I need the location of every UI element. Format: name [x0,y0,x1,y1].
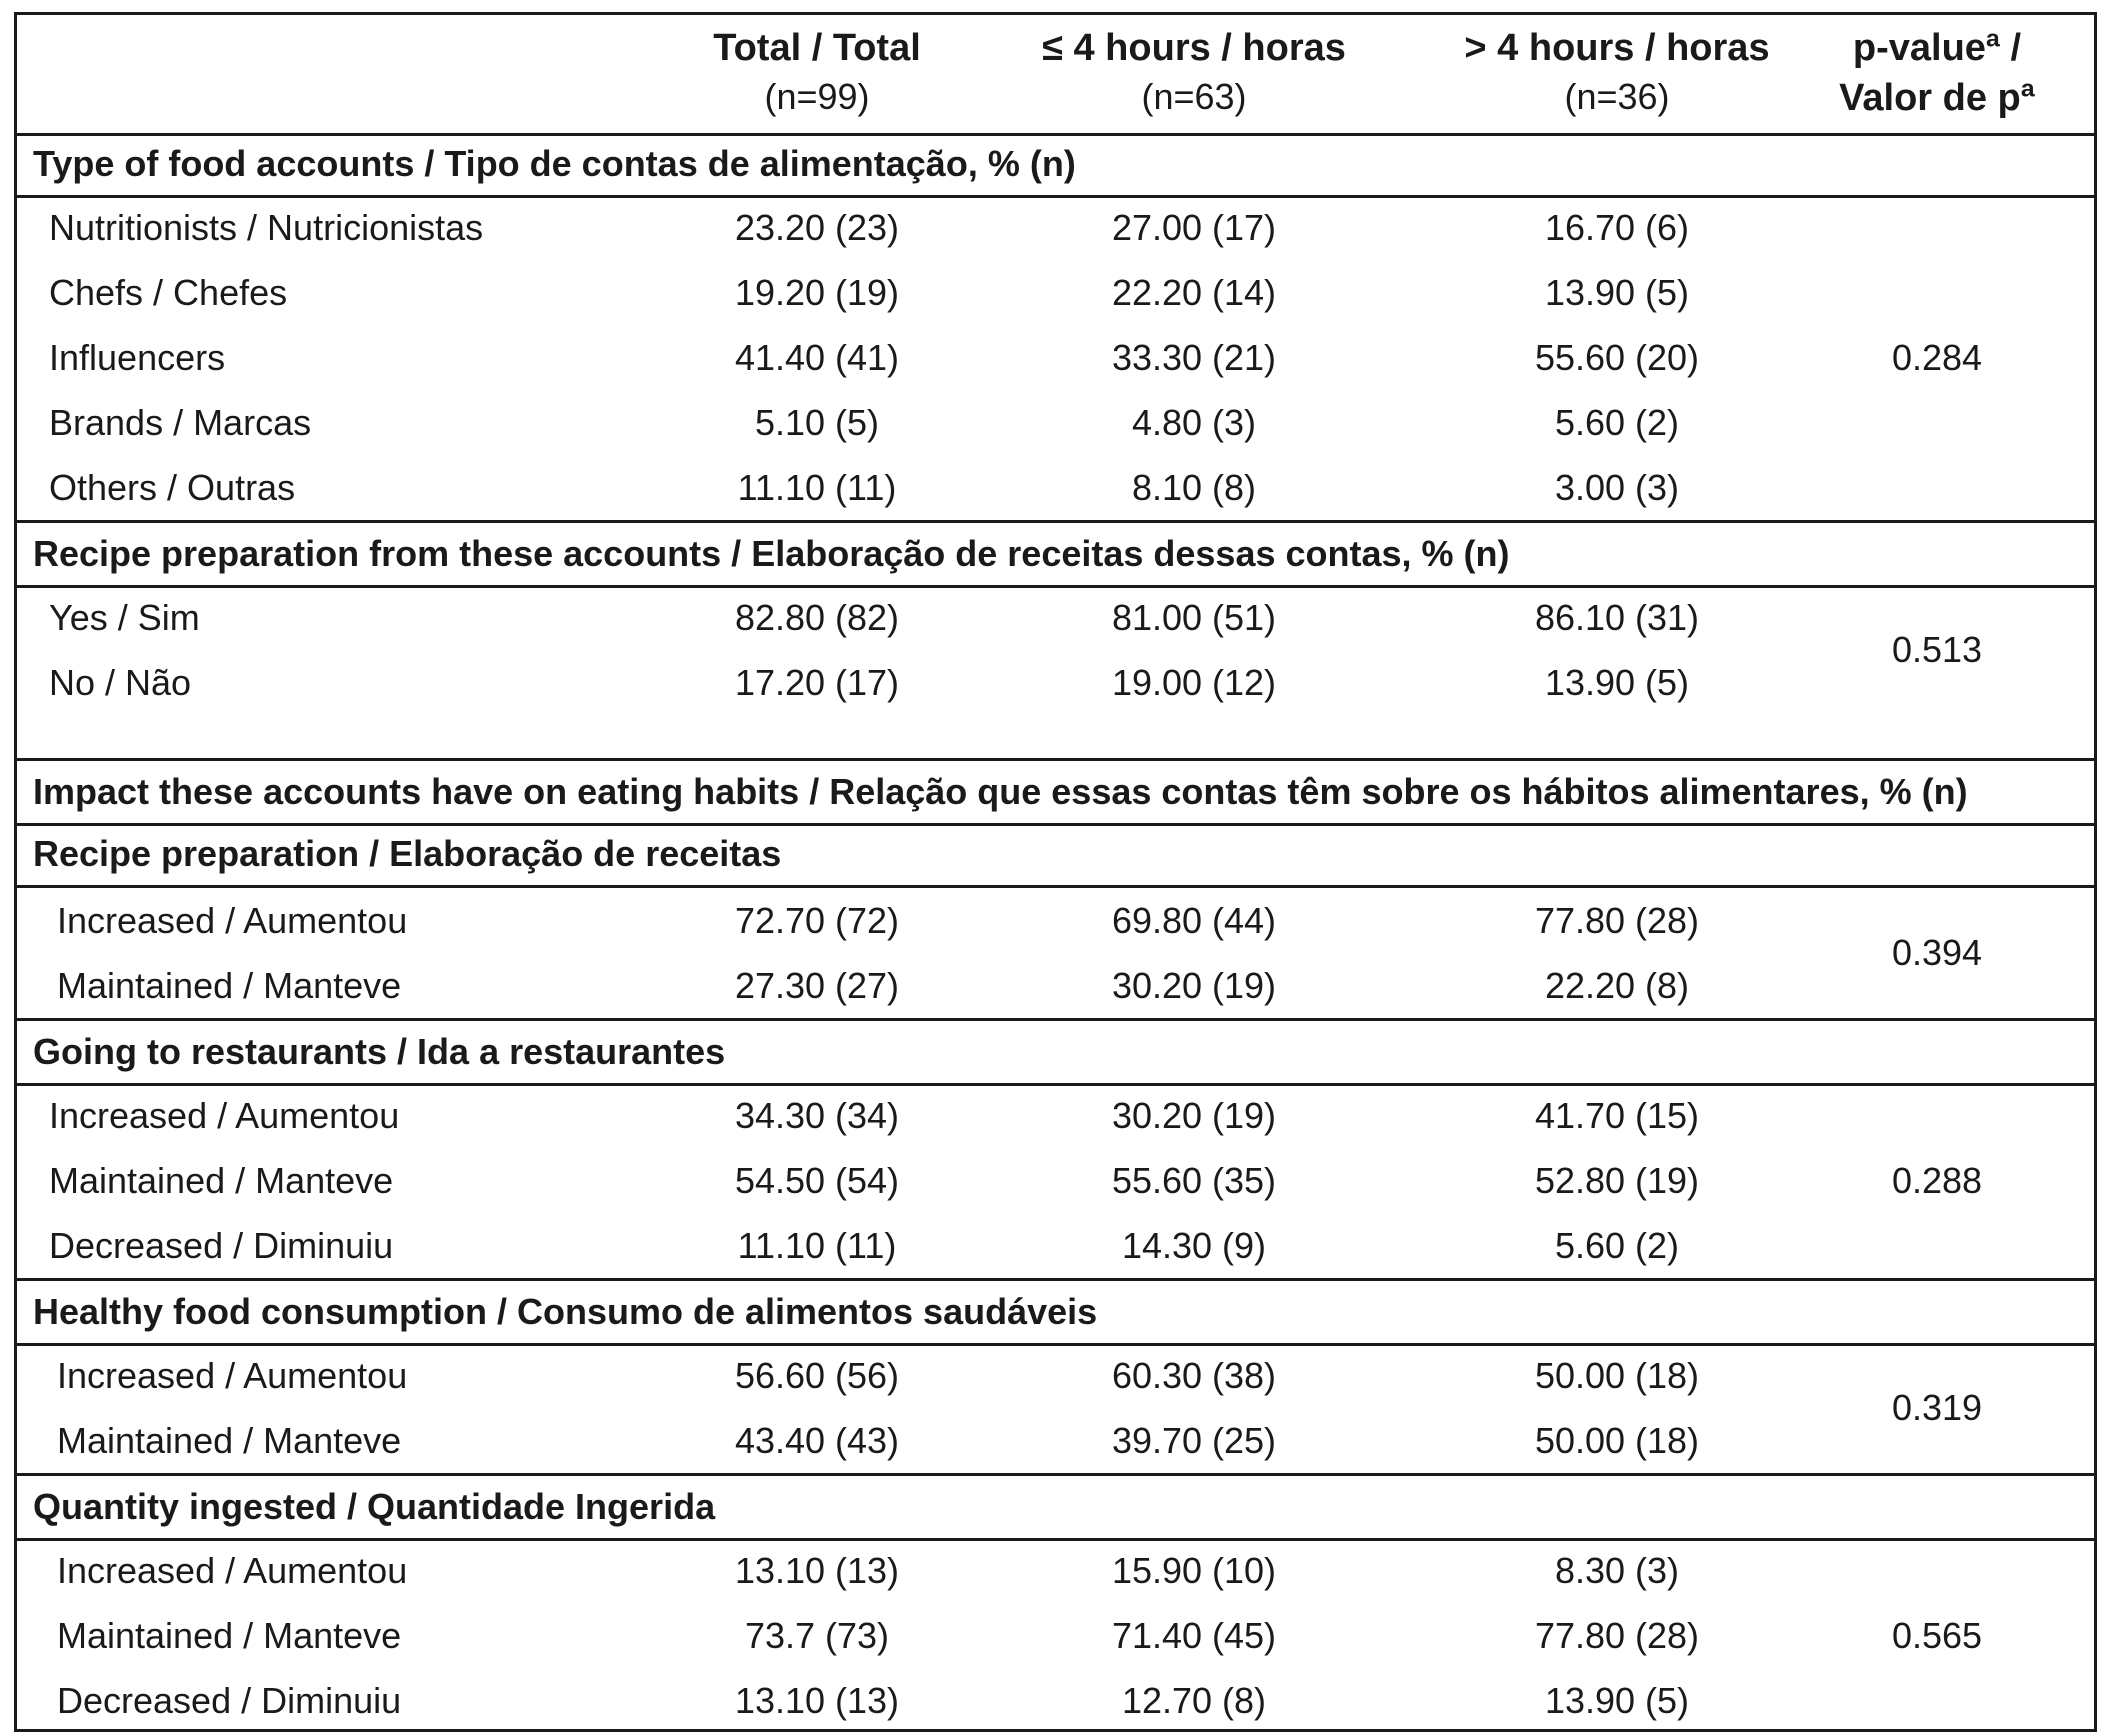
table-row [17,1538,2094,1603]
cell-total: 73.7 (73) [744,1614,890,1656]
header-total-n: (n=99) [764,76,870,117]
section-title: Impact these accounts have on eating habits / Relação que essas contas têm sobre os hábitos alimentares, % (n) [33,771,1968,812]
cell-total: 27.30 (27) [734,964,900,1006]
row-label: Increased / Aumentou [57,1549,408,1591]
table-row [17,1668,2094,1733]
p-value: 0.288 [1891,1159,1983,1201]
results-table [14,12,2097,1732]
header-total [617,23,1017,121]
row-label: Increased / Aumentou [49,1094,400,1136]
cell-le4: 60.30 (38) [1111,1354,1277,1396]
row-label: Influencers [49,336,226,378]
table-row [17,1603,2094,1668]
cell-total: 13.10 (13) [734,1679,900,1721]
cell-gt4: 52.80 (19) [1534,1159,1700,1201]
cell-gt4: 77.80 (28) [1534,1614,1700,1656]
cell-le4: 55.60 (35) [1111,1159,1277,1201]
p-value: 0.513 [1891,629,1983,670]
row-label: Yes / Sim [49,596,200,638]
row-label: Decreased / Diminuiu [57,1679,402,1721]
row-label: Brands / Marcas [49,401,312,443]
cell-gt4: 3.00 (3) [1554,466,1680,508]
row-label: Maintained / Manteve [57,964,402,1006]
table-row [17,650,2094,715]
cell-total: 19.20 (19) [734,271,900,313]
cell-total: 11.10 (11) [737,466,897,508]
cell-gt4: 77.80 (28) [1534,899,1700,941]
header-le4-title: ≤ 4 hours / horas [1042,27,1346,69]
cell-gt4: 86.10 (31) [1534,596,1700,638]
table-row [17,585,2094,670]
cell-gt4: 13.90 (5) [1544,661,1690,703]
section-quantity-ingested [17,1473,2094,1541]
section-recipe-preparation [17,823,2094,888]
section-going-to-restaurants [17,1018,2094,1086]
cell-le4: 71.40 (45) [1111,1614,1277,1656]
cell-le4: 30.20 (19) [1111,1094,1277,1136]
cell-total: 54.50 (54) [734,1159,900,1201]
row-label: Increased / Aumentou [57,1354,408,1396]
cell-le4: 27.00 (17) [1111,206,1277,248]
header-gt4 [1417,23,1817,121]
p-value: 0.284 [1891,336,1983,378]
cell-total: 72.70 (72) [734,899,900,941]
cell-gt4: 13.90 (5) [1544,1679,1690,1721]
cell-total: 34.30 (34) [734,1094,900,1136]
cell-gt4: 5.60 (2) [1554,401,1680,443]
table-row [17,260,2094,325]
row-label: Increased / Aumentou [57,899,408,941]
cell-total: 41.40 (41) [734,336,900,378]
header-gt4-n: (n=36) [1564,76,1670,117]
table-row [17,1148,2094,1213]
table-header [17,15,2094,136]
row-label: Others / Outras [49,466,296,508]
cell-le4: 12.70 (8) [1121,1679,1267,1721]
cell-total: 43.40 (43) [734,1419,900,1461]
section-healthy-food-consumption [17,1278,2094,1346]
table-row [17,888,2094,973]
cell-gt4: 41.70 (15) [1534,1094,1700,1136]
table-row [17,1408,2094,1473]
table-row [17,1343,2094,1428]
header-total-title: Total / Total [713,27,921,69]
cell-gt4: 5.60 (2) [1554,1224,1680,1266]
header-pvalue-line1: p-valueª / [1852,27,2022,69]
section-food-accounts [17,133,2094,198]
cell-total: 23.20 (23) [734,206,900,248]
row-label: Maintained / Manteve [57,1614,402,1656]
cell-gt4: 55.60 (20) [1534,336,1700,378]
cell-gt4: 22.20 (8) [1544,964,1690,1006]
cell-gt4: 13.90 (5) [1544,271,1690,313]
cell-le4: 15.90 (10) [1111,1549,1277,1591]
header-pvalue-line2: Valor de pª [1839,77,2035,119]
section-recipe-preparation-from-accounts [17,520,2094,588]
table-row [17,390,2094,455]
cell-le4: 81.00 (51) [1111,596,1277,638]
cell-le4: 30.20 (19) [1111,964,1277,1006]
section-title: Type of food accounts / Tipo de contas de alimentação, % (n) [33,143,1076,184]
cell-le4: 4.80 (3) [1131,401,1257,443]
section-title: Recipe preparation from these accounts / Elaboração de receitas dessas contas, % (n) [33,533,1510,574]
table-row [17,325,2094,390]
section-title: Quantity ingested / Quantidade Ingerida [33,1486,716,1527]
header-le4 [994,23,1394,121]
row-label: No / Não [49,661,192,703]
cell-le4: 14.30 (9) [1121,1224,1267,1266]
cell-total: 82.80 (82) [734,596,900,638]
row-label: Nutritionists / Nutricionistas [49,206,484,248]
table-row [17,953,2094,1018]
section-impact-on-eating-habits [17,758,2094,826]
table-row [17,195,2094,260]
header-pvalue [1797,23,2077,123]
cell-gt4: 50.00 (18) [1534,1354,1700,1396]
section-title: Going to restaurants / Ida a restaurantes [33,1031,726,1072]
cell-le4: 22.20 (14) [1111,271,1277,313]
cell-le4: 39.70 (25) [1111,1419,1277,1461]
cell-total: 13.10 (13) [734,1549,900,1591]
section-title: Recipe preparation / Elaboração de receitas [33,833,782,874]
p-value: 0.319 [1891,1387,1983,1428]
cell-le4: 69.80 (44) [1111,899,1277,941]
row-label: Maintained / Manteve [57,1419,402,1461]
cell-gt4: 8.30 (3) [1554,1549,1680,1591]
table-row [17,455,2094,520]
cell-gt4: 16.70 (6) [1544,206,1690,248]
row-label: Maintained / Manteve [49,1159,394,1201]
cell-total: 56.60 (56) [734,1354,900,1396]
cell-le4: 19.00 (12) [1111,661,1277,703]
header-le4-n: (n=63) [1141,76,1247,117]
cell-gt4: 50.00 (18) [1534,1419,1700,1461]
row-label: Chefs / Chefes [49,271,288,313]
cell-total: 5.10 (5) [754,401,880,443]
cell-total: 17.20 (17) [734,661,900,703]
header-gt4-title: > 4 hours / horas [1464,27,1770,69]
cell-total: 11.10 (11) [737,1224,897,1266]
cell-le4: 8.10 (8) [1131,466,1257,508]
table-row [17,1213,2094,1278]
section-title: Healthy food consumption / Consumo de alimentos saudáveis [33,1291,1098,1332]
cell-le4: 33.30 (21) [1111,336,1277,378]
p-value: 0.565 [1891,1614,1983,1656]
row-label: Decreased / Diminuiu [49,1224,394,1266]
p-value: 0.394 [1891,932,1983,973]
table-row [17,1083,2094,1148]
